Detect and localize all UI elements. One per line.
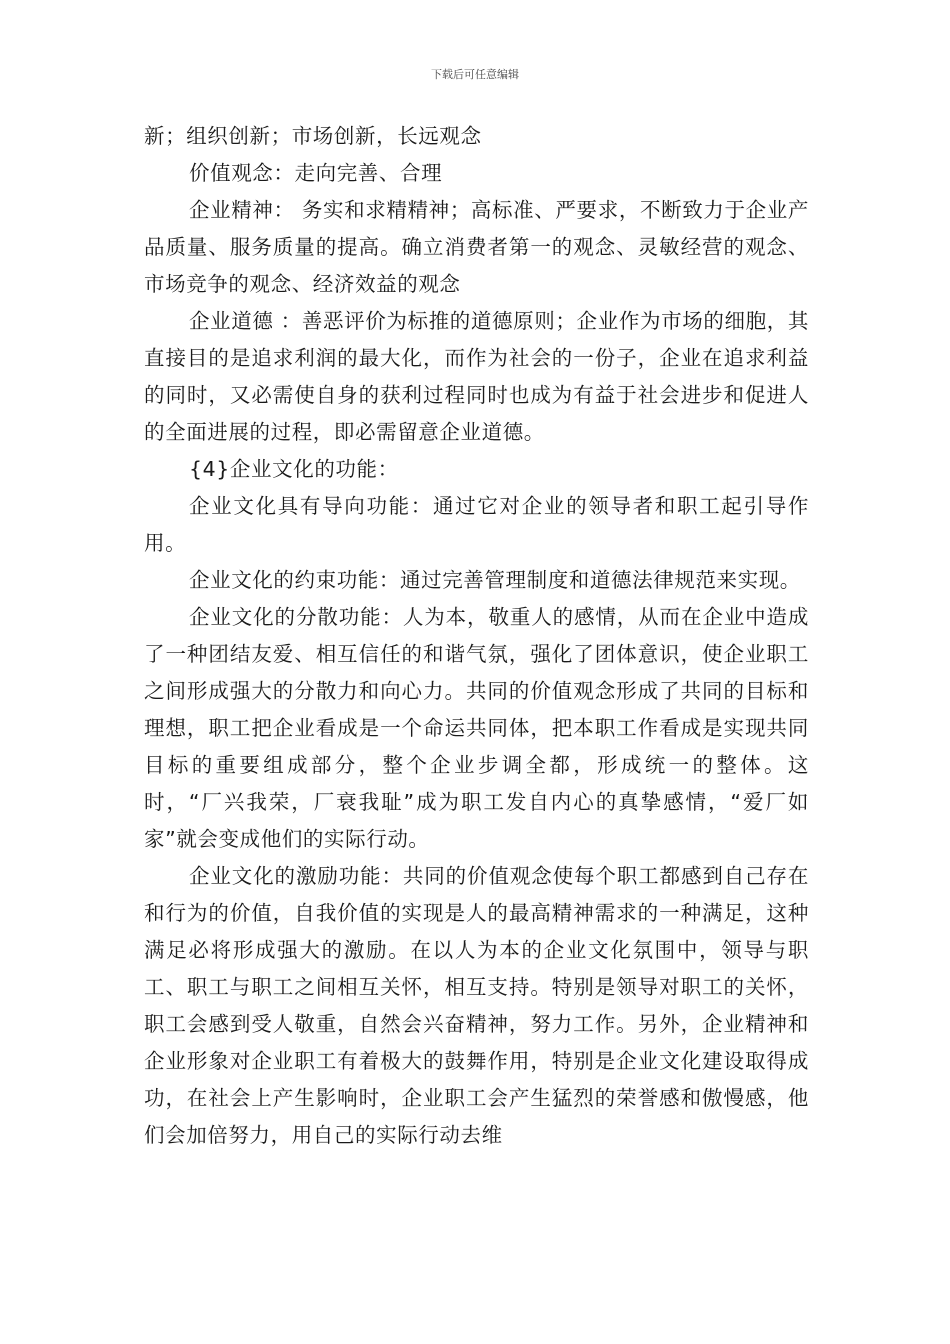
paragraph-value-concept: 价值观念：走向完善、合理 [189, 161, 443, 185]
paragraph-guiding-function: 企业文化具有导向功能：通过它对企业的领导者和职工起引导作用。 [144, 494, 809, 555]
section-heading-functions: {4}企业文化的功能： [189, 457, 399, 481]
paragraph-incentive-function: 企业文化的激励功能：共同的价值观念使每个职工都感到自己存在和行为的价值，自我价值的实现是人的最高精神需求的一种满足，这种满足必将形成强大的激励。在以人为本的企业文化氛围中，领导与职工、职工与职工之间相互关怀，相互支持。特别是领导对职工的关怀，职工会感到受人敬重，自然会兴奋精神，努力工作。另外，企业精神和企业形象对企业职工有着极大的鼓舞作用，特别是企业文化建设取得成功，在社会上产生影响时，企业职工会产生猛烈的荣誉感和傲慢感，他们会加倍努力，用自己的实际行动去维 [144, 864, 809, 1147]
paragraph-constraint-function: 企业文化的约束功能：通过完善管理制度和道德法律规范来实现。 [189, 568, 801, 592]
paragraph-continuation: 新；组织创新；市场创新，长远观念 [144, 124, 482, 148]
paragraph-enterprise-ethics: 企业道德 ：善恶评价为标推的道德原则；企业作为市场的细胞，其直接目的是追求利润的最大化，而作为社会的一份子，企业在追求利益的同时，又必需使自身的获利过程同时也成为有益于社会进步和促进人的全面进展的过程，即必需留意企业道德。 [144, 309, 809, 444]
paragraph-enterprise-spirit: 企业精神： 务实和求精精神；高标准、严要求，不断致力于企业产品质量、服务质量的提高。确立消费者第一的观念、灵敏经营的观念、市场竞争的观念、经济效益的观念 [144, 198, 809, 296]
document-body [144, 118, 809, 1154]
header-note: 下载后可任意编辑 [431, 68, 519, 81]
paragraph-cohesion-function: 企业文化的分散功能：人为本，敬重人的感情，从而在企业中造成了一种团结友爱、相互信任的和谐气氛，强化了团体意识，使企业职工之间形成强大的分散力和向心力。共同的价值观念形成了共同的目标和理想，职工把企业看成是一个命运共同体，把本职工作看成是实现共同目标的重要组成部分，整个企业步调全都，形成统一的整体。这时，“厂兴我荣，厂衰我耻”成为职工发自内心的真挚感情，“爱厂如家”就会变成他们的实际行动。 [144, 605, 809, 851]
